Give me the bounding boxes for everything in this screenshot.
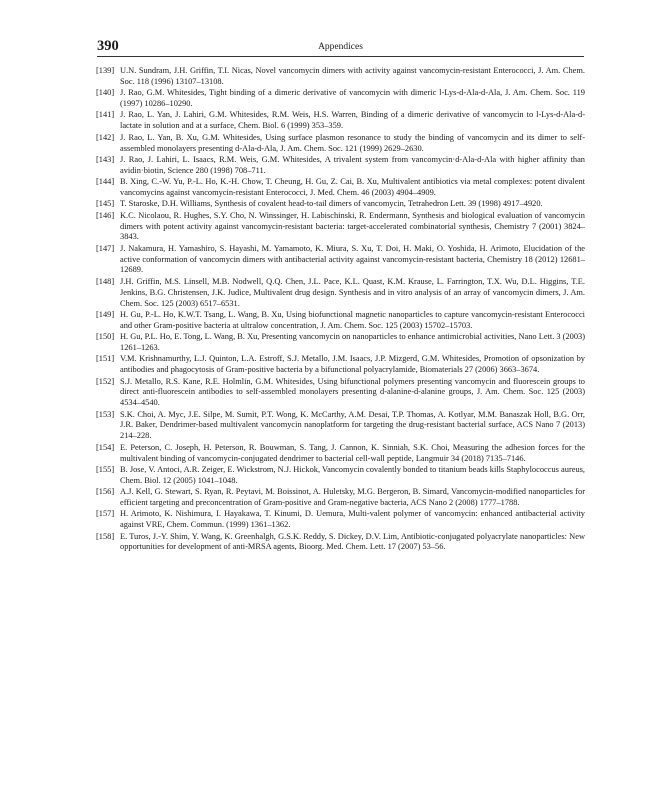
reference-text: U.N. Sundram, J.H. Griffin, T.I. Nicas, Novel vancomycin dimers with activity against vancomycin-resistant Enterococci, J. Am. Chem. Soc. 118 (1996) 13107–13108. (120, 66, 585, 86)
reference-item (96, 332, 585, 354)
reference-number: [155] (96, 464, 115, 474)
running-title: Appendices (318, 42, 363, 52)
reference-item (96, 277, 585, 309)
reference-item (96, 177, 585, 199)
reference-number: [141] (96, 110, 115, 120)
reference-item (96, 354, 585, 376)
reference-text: J. Rao, J. Lahiri, L. Isaacs, R.M. Weis, G.M. Whitesides, A trivalent system from vancomycin·d-Ala-d-Ala with higher affinity than avidin·biotin, Science 280 (1998) 708–711. (120, 154, 585, 175)
reference-item (96, 310, 585, 332)
reference-item (96, 487, 585, 509)
reference-text: V.M. Krishnamurthy, L.J. Quinton, L.A. Estroff, S.J. Metallo, J.M. Isaacs, J.P. Mizgerd, G.M. Whitesides, Promotion of opsonization by antibodies and phagocytosis of Gram-positive bacteria by a bifunctional polyacrylamide, Biomaterials 27 (2006) 3663–3674. (120, 354, 585, 375)
reference-number: [153] (96, 409, 115, 419)
reference-text: B. Xing, C.-W. Yu, P.-L. Ho, K.-H. Chow, T. Cheung, H. Gu, Z. Cai, B. Xu, Multivalent antibiotics via metal complexes: potent divalent vancomycins against vancomycin-resistant Enterococci, J. Med. Chem. 46 (2003) 4904–4909. (120, 177, 585, 197)
reference-text: J. Rao, G.M. Whitesides, Tight binding of a dimeric derivative of vancomycin with dimeric l-Lys-d-Ala-d-Ala, J. Am. Chem. Soc. 119 (1997) 10286–10290. (120, 88, 585, 109)
reference-text: K.C. Nicolaou, R. Hughes, S.Y. Cho, N. Winssinger, H. Labischinski, R. Endermann, Synthesis and biological evaluation of vancomycin dimers with potent activity against vancomycin-resistant bacteria: target-accelerated combinatorial synthesis, Chemistry 7 (2001) 3824–3843. (120, 210, 585, 242)
reference-item (96, 88, 585, 110)
reference-number: [156] (96, 487, 115, 497)
reference-number: [139] (96, 66, 115, 75)
reference-text: J. Rao, L. Yan, J. Lahiri, G.M. Whitesides, R.M. Weis, H.S. Warren, Binding of a dimeric derivative of vancomycin to l-Lys-d-Ala-d-lactate in solution and at a surface, Chem. Biol. 6 (1999) 353–359. (120, 110, 585, 131)
reference-item (96, 211, 585, 243)
reference-text: J.H. Griffin, M.S. Linsell, M.B. Nodwell, Q.Q. Chen, J.L. Pace, K.L. Quast, K.M. Krause, L. Farrington, T.X. Wu, D.L. Higgins, T.E. Jenkins, B.G. Christensen, J.K. Judice, Multivalent drug design. Synthesis and in vitro analysis of an array of vancomycin dimers, J. Am. Chem. Soc. 125 (2003) 6517–6531. (120, 276, 585, 308)
reference-number: [149] (96, 309, 115, 319)
reference-text: B. Jose, V. Antoci, A.R. Zeiger, E. Wickstrom, N.J. Hickok, Vancomycin covalently bonded to titanium beads kills Staphylococcus aureus, Chem. Biol. 12 (2005) 1041–1048. (120, 464, 585, 485)
reference-text: H. Arimoto, K. Nishimura, I. Hayakawa, T. Kinumi, D. Uemura, Multi-valent polymer of vancomycin: enhanced antibacterial activity against VRE, Chem. Commun. (1999) 1361–1362. (120, 509, 585, 530)
reference-number: [140] (96, 88, 115, 98)
reference-text: E. Peterson, C. Joseph, H. Peterson, R. Bouwman, S. Tang, J. Cannon, K. Sinniah, S.K. Choi, Measuring the adhesion forces for the multivalent binding of vancomycin-conjugated dendrimer to bacterial cell-wall peptide, Langmuir 34 (2018) 7135–7146. (120, 442, 585, 463)
reference-number: [151] (96, 354, 115, 364)
reference-text: S.J. Metallo, R.S. Kane, R.E. Holmlin, G.M. Whitesides, Using bifunctional polymers presenting vancomycin and fluorescein groups to direct anti-fluorescein antibodies to self-assembled monolayers presenting d-alanine-d-alanine groups, J. Am. Chem. Soc. 125 (2003) 4534–4540. (120, 376, 585, 408)
page-number: 390 (97, 38, 119, 54)
reference-number: [147] (96, 243, 115, 253)
reference-number: [143] (96, 154, 115, 164)
reference-number: [154] (96, 442, 115, 452)
reference-item (96, 199, 585, 210)
reference-text: T. Staroske, D.H. Williams, Synthesis of covalent head-to-tail dimers of vancomycin, Tetrahedron Lett. 39 (1998) 4917–4920. (120, 199, 543, 209)
header-rule (97, 56, 584, 57)
reference-number: [152] (96, 376, 115, 386)
reference-text: A.J. Kell, G. Stewart, S. Ryan, R. Peytavi, M. Boissinot, A. Huletsky, M.G. Bergeron, B. Simard, Vancomycin-modified nanoparticles for efficient targeting and preconcentration of Gram-positive and Gram-negative bacteria, ACS Nano 2 (2008) 1777–1788. (120, 487, 585, 507)
reference-item (96, 110, 585, 132)
reference-text: H. Gu, P.L. Ho, E. Tong, L. Wang, B. Xu, Presenting vancomycin on nanoparticles to enhance antimicrobial activities, Nano Lett. 3 (2003) 1261–1263. (120, 332, 586, 352)
reference-number: [142] (96, 132, 115, 142)
reference-item (96, 244, 585, 276)
reference-text: S.K. Choi, A. Myc, J.E. Silpe, M. Sumit, P.T. Wong, K. McCarthy, A.M. Desai, T.P. Thomas, A. Kotlyar, M.M. Banaszak Holl, B.G. Orr, J.R. Baker, Dendrimer-based multivalent vancomycin nanoplatform for targeting the drug-resistant bacterial surface, ACS Nano 7 (2013) 214–228. (120, 409, 585, 441)
reference-item (96, 155, 585, 177)
reference-number: [157] (96, 509, 115, 519)
reference-text: H. Gu, P.-L. Ho, K.W.T. Tsang, L. Wang, B. Xu, Using biofunctional magnetic nanoparticles to capture vancomycin-resistant Enterococci and other Gram-positive bacteria at ultralow concentration, J. Am. Chem. Soc. 125 (2003) 15702–15703. (120, 309, 585, 330)
reference-item (96, 465, 585, 487)
reference-number: [144] (96, 177, 115, 187)
reference-item (96, 377, 585, 409)
reference-item (96, 410, 585, 442)
reference-list (96, 66, 585, 554)
reference-item (96, 133, 585, 155)
reference-number: [145] (96, 199, 115, 209)
reference-number: [150] (96, 332, 115, 342)
reference-text: J. Rao, L. Yan, B. Xu, G.M. Whitesides, Using surface plasmon resonance to study the binding of vancomycin and its dimer to self-assembled monolayers presenting d-Ala-d-Ala, J. Am. Chem. Soc. 121 (1999) 2629–2630. (120, 132, 585, 153)
reference-number: [158] (96, 531, 115, 541)
reference-item (96, 532, 585, 554)
reference-number: [146] (96, 210, 115, 220)
reference-text: E. Turos, J.-Y. Shim, Y. Wang, K. Greenhalgh, G.S.K. Reddy, S. Dickey, D.V. Lim, Antibiotic-conjugated polyacrylate nanoparticles: New opportunities for development of anti-MRSA agents, Bioorg. Med. Chem. Lett. 17 (2007) 53–56. (120, 531, 585, 552)
reference-item (96, 509, 585, 531)
reference-number: [148] (96, 276, 115, 286)
page-header (97, 38, 584, 58)
reference-item (96, 443, 585, 465)
reference-text: J. Nakamura, H. Yamashiro, S. Hayashi, M. Yamamoto, K. Miura, S. Xu, T. Doi, H. Maki, O. Yoshida, H. Arimoto, Elucidation of the active conformation of vancomycin dimers with antibacterial activity against vancomycin-resistant bacteria, Chemistry 18 (2012) 12681–12689. (120, 243, 585, 275)
reference-item (96, 66, 585, 88)
